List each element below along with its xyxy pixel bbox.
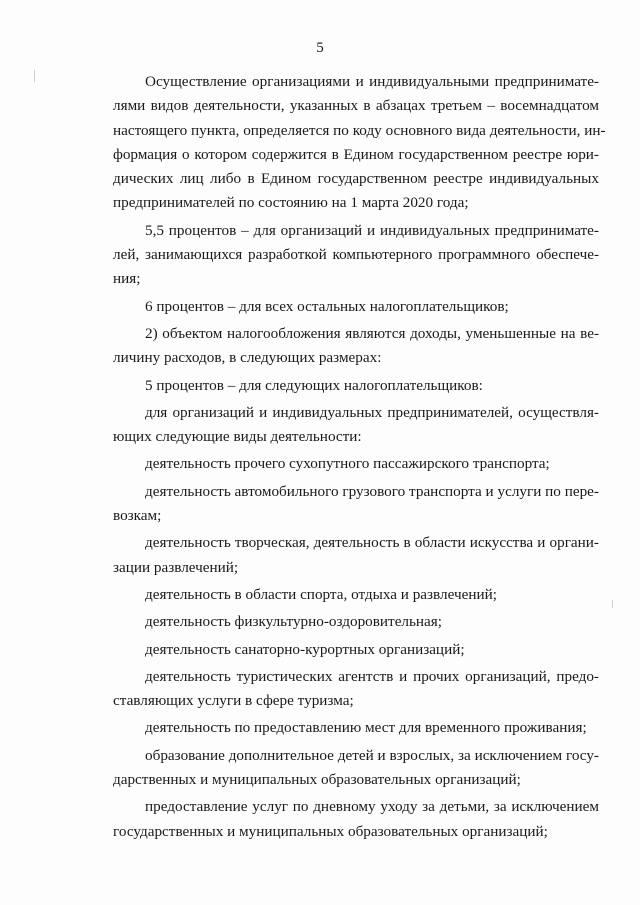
- paragraph-line: лями видов деятельности, указанных в абзацах третьем – восемнадцатом: [113, 97, 599, 115]
- paragraph-line: дарственных и муниципальных образовательных организаций;: [113, 771, 521, 789]
- paragraph-line: зации развлечений;: [113, 558, 239, 576]
- paragraph-line: образование дополнительное детей и взрослых, за исключением госу-: [145, 746, 599, 764]
- body-paragraph: [113, 795, 599, 844]
- paragraph-line: деятельность санаторно-курортных организаций;: [145, 640, 465, 658]
- paragraph-line: деятельность туристических агентств и прочих организаций, предо-: [145, 667, 599, 685]
- paragraph-line: государственных и муниципальных образовательных организаций;: [113, 822, 548, 840]
- body-paragraph: [113, 374, 599, 398]
- paragraph-line: 5 процентов – для следующих налогоплательщиков:: [145, 376, 483, 394]
- body-paragraph: [113, 322, 599, 371]
- paragraph-line: ющих следующие виды деятельности:: [113, 428, 362, 446]
- body-paragraph: [113, 638, 599, 662]
- paragraph-line: 5,5 процентов – для организаций и индивидуальных предпринимате-: [145, 221, 599, 239]
- body-paragraph: [113, 452, 599, 476]
- paragraph-line: предоставление услуг по дневному уходу за детьми, за исключением: [145, 798, 599, 816]
- paragraph-line: для организаций и индивидуальных предпринимателей, осуществля-: [145, 403, 599, 421]
- paragraph-line: личину расходов, в следующих размерах:: [113, 349, 382, 367]
- page-number: 5: [316, 40, 324, 56]
- paragraph-line: деятельность в области спорта, отдыха и развлечений;: [145, 585, 497, 603]
- document-body: [113, 70, 606, 847]
- body-paragraph: [113, 744, 599, 793]
- paragraph-line: дических лиц либо в Едином государственном реестре индивидуальных: [113, 170, 599, 188]
- paragraph-line: ставляющих услуги в сфере туризма;: [113, 692, 354, 710]
- scan-artifact-line: [34, 70, 35, 82]
- body-paragraph: [113, 219, 599, 292]
- body-paragraph: [113, 401, 599, 450]
- paragraph-line: деятельность прочего сухопутного пассажирского транспорта;: [145, 455, 550, 473]
- paragraph-line: формация о котором содержится в Едином государственном реестре юри-: [113, 145, 599, 163]
- body-paragraph: [113, 531, 599, 580]
- body-paragraph: [113, 70, 606, 216]
- paragraph-line: возкам;: [113, 507, 162, 525]
- paragraph-line: лей, занимающихся разработкой компьютерного программного обеспече-: [113, 246, 599, 264]
- body-paragraph: [113, 665, 599, 714]
- body-paragraph: [113, 716, 599, 740]
- paragraph-line: ния;: [113, 270, 141, 288]
- paragraph-line: 6 процентов – для всех остальных налогоплательщиков;: [145, 297, 509, 315]
- paragraph-line: деятельность автомобильного грузового транспорта и услуги по пере-: [145, 482, 599, 500]
- paragraph-line: деятельность творческая, деятельность в области искусства и органи-: [145, 534, 599, 552]
- paragraph-line: предпринимателей по состоянию на 1 марта 2020 года;: [113, 194, 469, 212]
- body-paragraph: [113, 583, 599, 607]
- paragraph-line: 2) объектом налогообложения являются доходы, уменьшенные на ве-: [145, 324, 599, 342]
- paragraph-line: настоящего пункта, определяется по коду основного вида деятельности, ин-: [113, 121, 606, 139]
- paragraph-line: деятельность по предоставлению мест для временного проживания;: [145, 719, 587, 737]
- paragraph-line: Осуществление организациями и индивидуальными предпринимате-: [145, 73, 599, 90]
- body-paragraph: [113, 480, 599, 529]
- scan-artifact-line: [612, 600, 613, 608]
- body-paragraph: [113, 295, 599, 319]
- body-paragraph: [113, 610, 599, 634]
- paragraph-line: деятельность физкультурно-оздоровительная;: [145, 613, 443, 631]
